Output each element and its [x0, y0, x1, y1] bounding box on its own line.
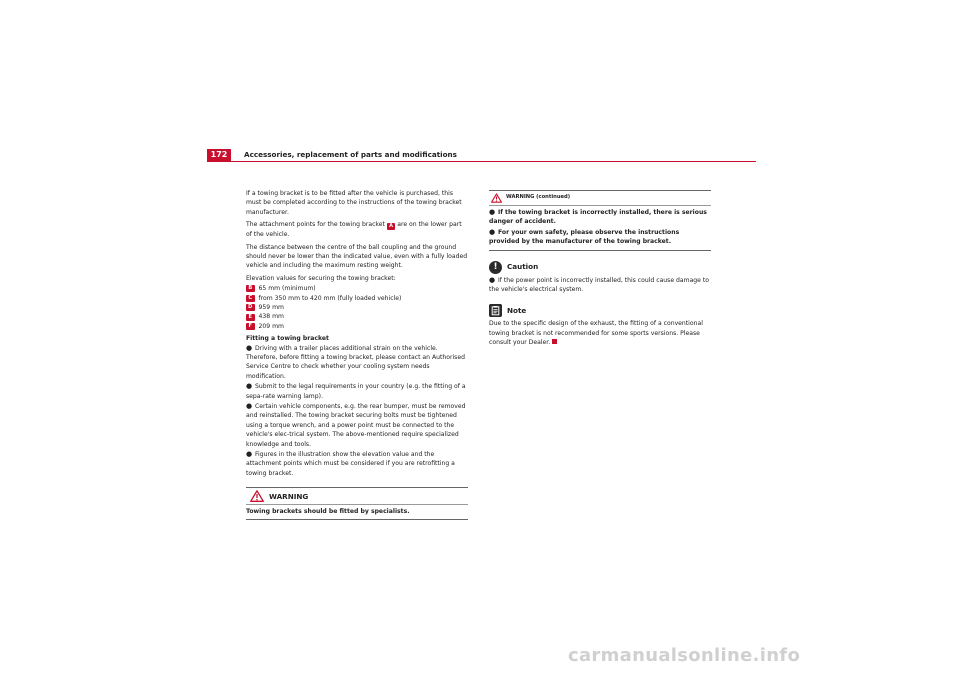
bullet-text: Driving with a trailer places additional strain on the vehicle. Therefore, before fitting a towing bracket, please contact an Authorised Service Centre to check whether your cooling system needs modification. — [246, 344, 465, 380]
bullet-item — [246, 450, 468, 478]
param-item — [246, 294, 468, 303]
param-tag-e: E — [246, 314, 255, 321]
warning-continued-box — [489, 190, 711, 251]
header-divider — [207, 161, 756, 162]
caution-title: Caution — [507, 262, 539, 272]
warning-triangle-icon — [491, 193, 502, 203]
note-header — [489, 304, 711, 317]
caution-text — [489, 276, 711, 295]
left-column — [246, 189, 468, 520]
attachment-text-before: The attachment points for the towing bracket — [246, 221, 385, 229]
param-tag-b: B — [246, 285, 255, 292]
bullet-icon: ● — [489, 275, 496, 284]
param-item — [246, 303, 468, 312]
warning-text: Towing brackets should be fitted by specialists. — [246, 508, 410, 516]
warning-continued-header — [489, 191, 711, 206]
param-tag-c: C — [246, 295, 255, 302]
watermark: carmanualsonline.info — [568, 645, 801, 666]
param-item — [246, 284, 468, 293]
caution-exclamation-icon: ! — [489, 261, 502, 274]
page-number: 172 — [207, 149, 231, 161]
bullet-item — [246, 382, 468, 401]
bullet-item — [489, 208, 711, 227]
param-value: from 350 mm to 420 mm (fully loaded vehicle) — [258, 294, 402, 302]
bullet-text: Certain vehicle components, e.g. the rear bumper, must be removed and reinstalled. The towing bracket securing bolts must be tightened using a torque wrench, and a power point must be connected to the vehicle's elec-trical system. The above-mentioned require specialized knowledge and tools. — [246, 403, 466, 448]
param-value: 65 mm (minimum) — [258, 285, 316, 293]
warning-header — [246, 488, 468, 505]
param-tag-d: D — [246, 304, 255, 311]
bullet-icon: ● — [246, 343, 253, 352]
bullet-text: If the power point is incorrectly installed, this could cause damage to the vehicle's electrical system. — [489, 276, 709, 294]
bullet-item — [246, 344, 468, 382]
bullet-icon: ● — [246, 402, 253, 411]
bullet-icon: ● — [489, 227, 496, 236]
right-column — [489, 190, 711, 351]
bullet-text: For your own safety, please observe the instructions provided by the manufacturer of the towing bracket. — [489, 228, 680, 246]
fitting-heading: Fitting a towing bracket — [246, 335, 329, 343]
warning-title: WARNING — [269, 491, 309, 501]
note-clipboard-icon — [489, 304, 502, 317]
bullet-text: Submit to the legal requirements in your country (e.g. the fitting of a sepa-rate warning lamp). — [246, 383, 466, 400]
param-value: 209 mm — [258, 322, 284, 330]
intro-paragraph: If a towing bracket is to be fitted after the vehicle is purchased, this must be completed according to the instructions of the towing bracket manufacturer. — [246, 190, 462, 216]
page-title: Accessories, replacement of parts and modifications — [244, 150, 457, 159]
param-value: 438 mm — [258, 313, 284, 321]
param-tag-f: F — [246, 323, 255, 330]
warning-continued-title: WARNING (continued) — [506, 194, 571, 201]
bullet-icon: ● — [246, 450, 253, 459]
warning-continued-text — [489, 206, 711, 250]
warning-box — [246, 487, 468, 519]
note-title: Note — [507, 306, 527, 316]
attachment-text-after: are on the lower part of the vehicle. — [246, 221, 462, 239]
bullet-item — [246, 402, 468, 449]
param-tag-a: A — [387, 223, 396, 230]
warning-triangle-icon — [250, 490, 264, 502]
distance-paragraph: The distance between the centre of the ball coupling and the ground should never be lower than the indicated value, even with a fully loaded vehicle and including the maximum resting weight. — [246, 243, 468, 270]
bullet-icon: ● — [246, 382, 253, 391]
note-text: Due to the specific design of the exhaust, the fitting of a conventional towing bracket is not recommended for some sports versions. Please consult your Dealer. — [489, 320, 703, 347]
param-item — [246, 312, 468, 321]
bullet-icon: ● — [489, 208, 496, 216]
param-value: 959 mm — [258, 304, 284, 312]
end-of-section-marker-icon — [552, 339, 557, 344]
attachment-paragraph — [246, 220, 468, 239]
caution-header — [489, 261, 711, 274]
param-list — [246, 284, 468, 331]
elevation-intro: Elevation values for securing the towing bracket: — [246, 274, 396, 282]
bullet-item — [489, 228, 711, 247]
bullet-text: If the towing bracket is incorrectly installed, there is serious danger of accident. — [489, 209, 707, 226]
bullet-text: Figures in the illustration show the elevation value and the attachment points which must be considered if you are retrofitting a towing bracket. — [246, 451, 455, 477]
note-paragraph — [489, 319, 711, 347]
param-item — [246, 322, 468, 331]
